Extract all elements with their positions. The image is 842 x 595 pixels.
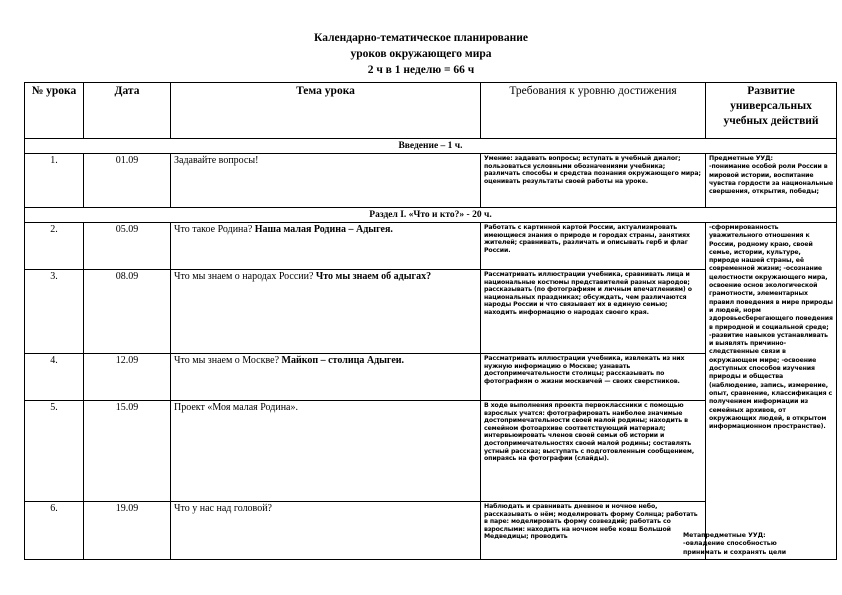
lesson-requirements: В ходе выполнения проекта первоклассники с помощью взрослых учатся: фотографировать наиболее значимые достопримечательности своей малой родины; находить в семейном фотоархиве соответствующий материал; интервьюировать членов своей семьи об истории и достопримечательностях своей малой родины; составлять устный рассказ; выступать с подготовленным сообщением, опираясь на фотографии (слайды). xyxy=(481,401,706,502)
uud-meta-text: -овладение способностью принимать и сохранять цели xyxy=(683,540,787,556)
uud-meta xyxy=(683,532,813,557)
lesson-date: 01.09 xyxy=(84,154,171,208)
lesson-number: 2. xyxy=(25,223,84,270)
section-1: Раздел I. «Что и кто?» - 20 ч. xyxy=(25,208,837,223)
lesson-number: 3. xyxy=(25,270,84,354)
lesson-topic: Что мы знаем о Москве? Майкоп – столица Адыгеи. xyxy=(171,354,481,401)
table-row xyxy=(25,154,837,208)
lesson-number: 1. xyxy=(25,154,84,208)
lesson-topic: Проект «Моя малая Родина». xyxy=(171,401,481,502)
lesson-requirements: Рассматривать иллюстрации учебника, сравнивать лица и национальные костюмы представителей разных народов; рассказывать (по фотографиям и личным впечатлениям) о национальных праздниках; обсуждать, чем различаются народы России и что связывает их в единую семью; находить информацию о народах своего края. xyxy=(481,270,706,354)
uud-long: -сформированность уважительного отношения к России, родному краю, своей семье, истории, культуре, природе нашей страны, её современной жизни; -осознание целостности окружающего мира, освоение основ экологической грамотности, элементарных правил поведения в мире природы и людей, норм здоровьесберегающего поведения в природной и социальной среде; -развитие навыков устанавливать и выявлять причинно-следственные связи в окружающем мире; -освоение доступных способов изучения природы и общества (наблюдение, запись, измерение, опыт, сравнение, классификация с получением информации из семейных архивов, от окружающих людей, в открытом информационном пространстве). xyxy=(706,223,837,560)
col-header-uud: Развитие универсальных учебных действий xyxy=(706,83,837,139)
lesson-date: 08.09 xyxy=(84,270,171,354)
lesson-requirements: Умение: задавать вопросы; вступать в учебный диалог; пользоваться условными обозначениями учебника; различать способы и средства познания окружающего мира; оценивать результаты своей работы на уроке. xyxy=(481,154,706,208)
lesson-topic: Что мы знаем о народах России? Что мы знаем об адыгах? xyxy=(171,270,481,354)
lesson-date: 05.09 xyxy=(84,223,171,270)
col-header-num: № урока xyxy=(25,83,84,139)
plan-table xyxy=(24,82,837,560)
table-row xyxy=(25,223,837,270)
doc-title-line2: уроков окружающего мира xyxy=(350,48,492,60)
uud-meta-heading: Метапредметные УУД: xyxy=(683,532,766,539)
lesson-topic: Что такое Родина? Наша малая Родина – Адыгея. xyxy=(171,223,481,270)
lesson-requirements: Работать с картинной картой России, актуализировать имеющиеся знания о природе и городах страны, занятиях жителей; сравнивать, различать и описывать герб и флаг России. xyxy=(481,223,706,270)
lesson-date: 15.09 xyxy=(84,401,171,502)
lesson-number: 4. xyxy=(25,354,84,401)
lesson-number: 5. xyxy=(25,401,84,502)
lesson-topic: Что у нас над головой? xyxy=(171,502,481,560)
doc-title-line1: Календарно-тематическое планирование xyxy=(314,32,528,44)
lesson-topic: Задавайте вопросы! xyxy=(171,154,481,208)
uud-subject: Предметные УУД: -понимание особой роли России в мировой истории, воспитание чувства гордости за национальные свершения, открытия, победы; xyxy=(706,154,837,208)
lesson-requirements: Наблюдать и сравнивать дневное и ночное небо, рассказывать о нём; моделировать форму Солнца; работать в паре: моделировать форму созвездий; работать со взрослыми: находить на ночном небе ковш Большой Медведицы; проводить xyxy=(481,502,706,560)
lesson-number: 6. xyxy=(25,502,84,560)
doc-title-line3: 2 ч в 1 неделю = 66 ч xyxy=(367,64,475,76)
section-intro: Введение – 1 ч. xyxy=(25,139,837,154)
lesson-date: 19.09 xyxy=(84,502,171,560)
table-header-row xyxy=(25,83,837,139)
lesson-requirements: Рассматривать иллюстрации учебника, извлекать из них нужную информацию о Москве; узнавать достопримечательности столицы; рассказывать по фотографиям о жизни москвичей — своих сверстников. xyxy=(481,354,706,401)
col-header-requirements: Требования к уровню достижения xyxy=(481,83,706,139)
col-header-date: Дата xyxy=(84,83,171,139)
col-header-topic: Тема урока xyxy=(171,83,481,139)
lesson-date: 12.09 xyxy=(84,354,171,401)
